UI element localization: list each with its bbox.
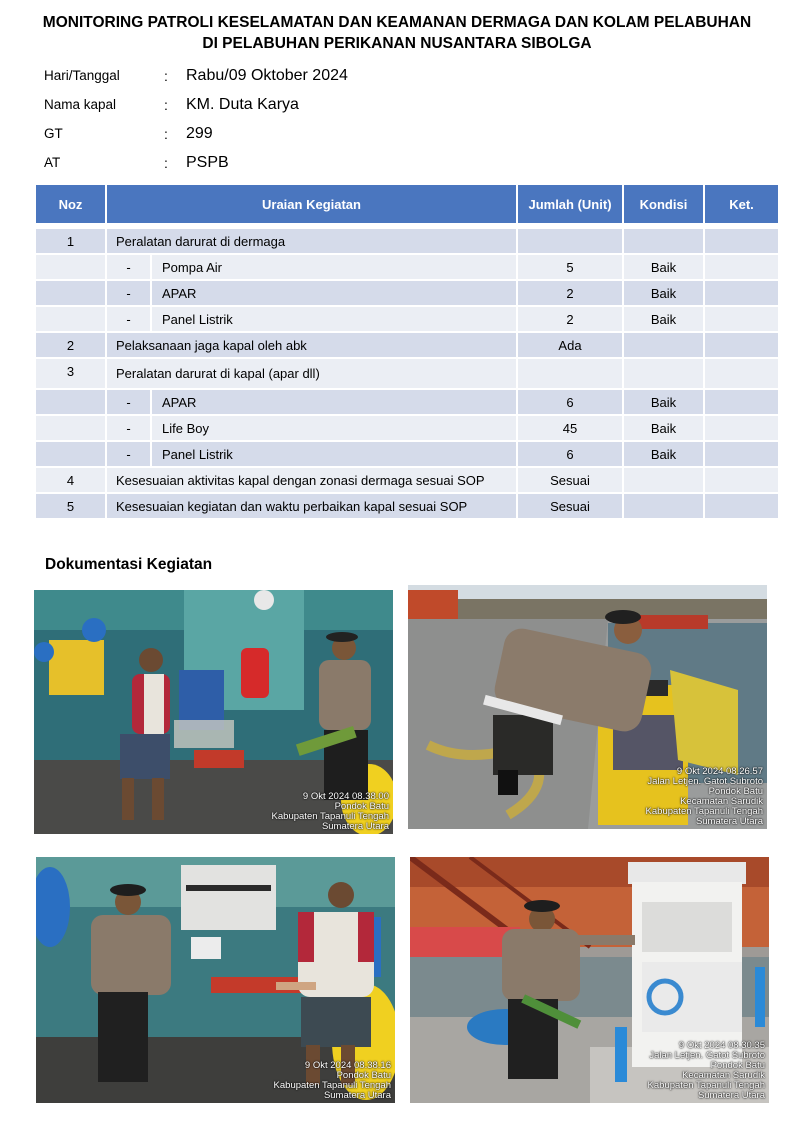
- cell-jumlah: 6: [517, 441, 623, 467]
- header-jumlah: Jumlah (Unit): [517, 185, 623, 226]
- cell-no: 3: [36, 358, 106, 389]
- cell-no: [36, 254, 106, 280]
- stamp-line: Kabupaten Tapanuli Tengah: [647, 1080, 765, 1091]
- photo-engine-room-extinguisher: [34, 590, 393, 834]
- cell-item: APAR: [151, 280, 517, 306]
- photo-dock-kiosk: [410, 857, 769, 1103]
- stamp-line: Kecamatan Sarudik: [680, 796, 763, 807]
- stamp-line: 9 Okt 2024 08.26.57: [676, 766, 763, 777]
- header-uraian: Uraian Kegiatan: [106, 185, 517, 226]
- stamp-line: Kabupaten Tapanuli Tengah: [271, 811, 389, 822]
- cell-jumlah: [517, 358, 623, 389]
- cell-uraian: Kesesuaian kegiatan dan waktu perbaikan kapal sesuai SOP: [106, 493, 517, 519]
- cell-ket: [704, 280, 778, 306]
- table-row: [36, 332, 778, 358]
- stamp-line: Jalan Letjen. Gatot Subroto: [649, 1050, 765, 1061]
- documentation-title: Dokumentasi Kegiatan: [45, 556, 213, 573]
- table-row: [36, 254, 778, 280]
- stamp-line: Sumatera Utara: [321, 821, 389, 832]
- meta-row-at: [44, 155, 444, 184]
- stamp-line: Kabupaten Tapanuli Tengah: [273, 1080, 391, 1091]
- cell-dash: -: [106, 254, 151, 280]
- cell-uraian: Peralatan darurat di dermaga: [106, 226, 517, 254]
- cell-kondisi: Baik: [623, 389, 704, 415]
- cell-uraian: Kesesuaian aktivitas kapal dengan zonasi dermaga sesuai SOP: [106, 467, 517, 493]
- cell-ket: [704, 441, 778, 467]
- cell-no: [36, 306, 106, 332]
- meta-row-gt: [44, 126, 444, 155]
- cell-no: [36, 441, 106, 467]
- meta-label: Hari/Tanggal: [44, 68, 120, 83]
- meta-value: 299: [186, 125, 213, 142]
- cell-jumlah: 2: [517, 306, 623, 332]
- meta-label: AT: [44, 155, 61, 170]
- cell-jumlah: Sesuai: [517, 467, 623, 493]
- cell-item: Panel Listrik: [151, 306, 517, 332]
- cell-item: Life Boy: [151, 415, 517, 441]
- meta-value: Rabu/09 Oktober 2024: [186, 67, 348, 84]
- cell-kondisi: [623, 226, 704, 254]
- cell-ket: [704, 254, 778, 280]
- cell-no: [36, 415, 106, 441]
- cell-jumlah: 45: [517, 415, 623, 441]
- stamp-line: Pondok Batu: [334, 801, 389, 812]
- cell-kondisi: [623, 467, 704, 493]
- document-title: [0, 12, 794, 54]
- meta-colon: :: [164, 97, 168, 113]
- cell-ket: [704, 467, 778, 493]
- stamp-line: 9 Okt 2024 08.38.00: [302, 791, 389, 802]
- cell-kondisi: Baik: [623, 306, 704, 332]
- cell-jumlah: [517, 226, 623, 254]
- cell-ket: [704, 389, 778, 415]
- cell-ket: [704, 415, 778, 441]
- meta-value: KM. Duta Karya: [186, 96, 299, 113]
- photo-timestamp: [272, 792, 389, 832]
- cell-kondisi: Baik: [623, 254, 704, 280]
- cell-dash: -: [106, 441, 151, 467]
- title-line-2: DI PELABUHAN PERIKANAN NUSANTARA SIBOLGA: [202, 35, 592, 52]
- stamp-line: 9 Okt 2024 08.38.16: [304, 1060, 391, 1071]
- cell-uraian: Pelaksanaan jaga kapal oleh abk: [106, 332, 517, 358]
- stamp-line: Sumatera Utara: [323, 1090, 391, 1101]
- stamp-line: Sumatera Utara: [695, 816, 763, 827]
- photo-timestamp: [648, 1041, 765, 1101]
- cell-kondisi: [623, 358, 704, 389]
- cell-no: 2: [36, 332, 106, 358]
- cell-dash: -: [106, 306, 151, 332]
- cell-kondisi: Baik: [623, 280, 704, 306]
- photo-dock-pump: [408, 585, 767, 829]
- stamp-line: Jalan Letjen. Gatot Subroto: [647, 776, 763, 787]
- cell-jumlah: 2: [517, 280, 623, 306]
- meta-label: GT: [44, 126, 63, 141]
- table-row: [36, 280, 778, 306]
- cell-ket: [704, 493, 778, 519]
- cell-item: Pompa Air: [151, 254, 517, 280]
- cell-no: [36, 280, 106, 306]
- header-kondisi: Kondisi: [623, 185, 704, 226]
- cell-ket: [704, 332, 778, 358]
- table-row: [36, 467, 778, 493]
- title-line-1: MONITORING PATROLI KESELAMATAN DAN KEAMANAN DERMAGA DAN KOLAM PELABUHAN: [42, 14, 752, 31]
- table-row: [36, 415, 778, 441]
- cell-no: 4: [36, 467, 106, 493]
- meta-row-date: [44, 68, 444, 97]
- cell-jumlah: 5: [517, 254, 623, 280]
- cell-dash: -: [106, 389, 151, 415]
- photo-engine-room-panel: [36, 857, 395, 1103]
- stamp-line: Pondok Batu: [710, 1060, 765, 1071]
- table-row: [36, 306, 778, 332]
- header-ket: Ket.: [704, 185, 778, 226]
- header-no: Noz: [36, 185, 106, 226]
- meta-colon: :: [164, 126, 168, 142]
- stamp-line: Kecamatan Sarudik: [682, 1070, 765, 1081]
- cell-no: 5: [36, 493, 106, 519]
- table-row: [36, 226, 778, 254]
- activity-table: [36, 185, 778, 520]
- meta-value: PSPB: [186, 154, 229, 171]
- stamp-line: Pondok Batu: [708, 786, 763, 797]
- cell-item: APAR: [151, 389, 517, 415]
- stamp-line: Pondok Batu: [336, 1070, 391, 1081]
- table-row: [36, 389, 778, 415]
- cell-jumlah: Ada: [517, 332, 623, 358]
- photo-timestamp: [274, 1061, 391, 1101]
- stamp-line: Sumatera Utara: [697, 1090, 765, 1101]
- meta-colon: :: [164, 68, 168, 84]
- cell-item: Panel Listrik: [151, 441, 517, 467]
- table-row: [36, 358, 778, 389]
- photo-timestamp: [646, 767, 763, 827]
- cell-jumlah: Sesuai: [517, 493, 623, 519]
- cell-kondisi: [623, 332, 704, 358]
- cell-kondisi: Baik: [623, 441, 704, 467]
- table-header-row: [36, 185, 778, 226]
- cell-dash: -: [106, 415, 151, 441]
- cell-no: [36, 389, 106, 415]
- meta-row-ship-name: [44, 97, 444, 126]
- cell-kondisi: [623, 493, 704, 519]
- stamp-line: Kabupaten Tapanuli Tengah: [645, 806, 763, 817]
- cell-dash: -: [106, 280, 151, 306]
- cell-ket: [704, 226, 778, 254]
- cell-ket: [704, 358, 778, 389]
- cell-jumlah: 6: [517, 389, 623, 415]
- cell-uraian: Peralatan darurat di kapal (apar dll): [106, 358, 517, 389]
- stamp-line: 9 Okt 2024 08.30.35: [678, 1040, 765, 1051]
- cell-kondisi: Baik: [623, 415, 704, 441]
- cell-no: 1: [36, 226, 106, 254]
- cell-ket: [704, 306, 778, 332]
- meta-colon: :: [164, 155, 168, 171]
- table-row: [36, 493, 778, 519]
- table-row: [36, 441, 778, 467]
- meta-label: Nama kapal: [44, 97, 117, 112]
